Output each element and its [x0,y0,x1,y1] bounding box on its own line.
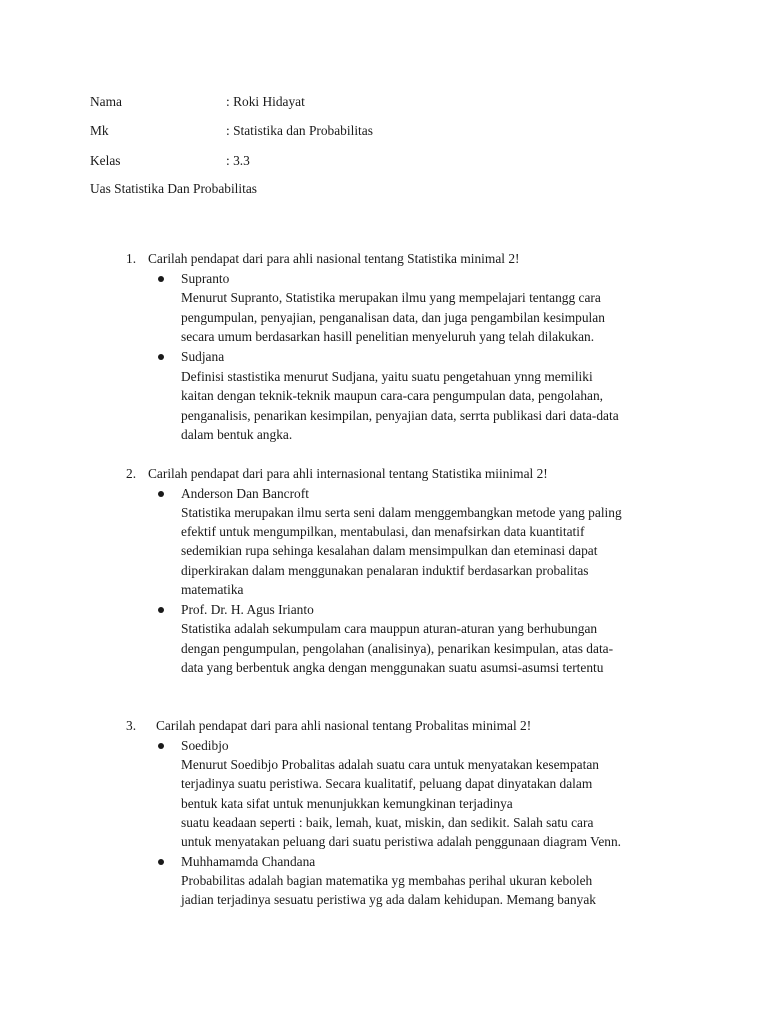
expert-text-line: secara umum berdasarkan hasill penelitian menyeluruh yang telah dilakukan. [181,329,595,344]
nama-value: : Roki Hidayat [226,94,305,109]
expert-text-line: terjadinya suatu peristiwa. Secara kualitatif, peluang dapat dinyatakan dalam [181,776,593,791]
question-text: Carilah pendapat dari para ahli nasional tentang Probalitas minimal 2! [156,718,532,733]
mk-label: Mk [90,123,109,138]
kelas-value: : 3.3 [226,153,250,168]
expert-name: Supranto [181,271,230,286]
expert-name: Muhhamamda Chandana [181,854,316,869]
question-number: 3. [126,718,137,733]
expert-text-line: untuk menyatakan peluang dari suatu peristiwa adalah penggunaan diagram Venn. [181,834,622,849]
bullet-icon [158,859,164,865]
bullet-icon [158,491,164,497]
expert-name: Anderson Dan Bancroft [181,486,309,501]
expert-name: Sudjana [181,349,225,364]
expert-text-line: dengan pengumpulan, pengolahan (analisinya), penarikan kesimpulan, atas data- [181,641,614,656]
bullet-icon [158,743,164,749]
expert-text-line: Statistika adalah sekumpulam cara mauppun aturan-aturan yang berhubungan [181,621,598,636]
question-text: Carilah pendapat dari para ahli nasional tentang Statistika minimal 2! [148,251,520,266]
expert-text-line: data yang berbentuk angka dengan menggunakan suatu asumsi-asumsi tertentu [181,660,604,675]
expert-text-line: kaitan dengan teknik-teknik maupun cara-cara pengumpulan data, pengolahan, [181,388,604,403]
expert-text-line: Menurut Supranto, Statistika merupakan ilmu yang mempelajari tentangg cara [181,290,601,305]
expert-text-line: sedemikian rupa sehinga kesalahan dalam mensimpulkan dan eteminasi dapat [181,543,598,558]
expert-text-line: jadian terjadinya sesuatu peristiwa yg ada dalam kehidupan. Memang banyak [181,892,596,907]
nama-label: Nama [90,94,122,109]
expert-text-line: matematika [181,582,244,597]
bullet-icon [158,276,164,282]
question-number: 1. [126,251,137,266]
expert-name: Prof. Dr. H. Agus Irianto [181,602,314,617]
expert-text-line: dalam bentuk angka. [181,427,293,442]
question-number: 2. [126,466,137,481]
expert-text-line: Menurut Soedibjo Probalitas adalah suatu cara untuk menyatakan kesempatan [181,757,599,772]
expert-text-line: bentuk kata sifat untuk menunjukkan kemungkinan terjadinya [181,796,513,811]
expert-text-line: diperkirakan dalam menggunakan penalaran induktif berdasarkan probalitas [181,563,589,578]
expert-text-line: suatu keadaan seperti : baik, lemah, kuat, miskin, dan sedikit. Salah satu cara [181,815,594,830]
mk-value: : Statistika dan Probabilitas [226,123,373,138]
expert-text-line: Probabilitas adalah bagian matematika yg membahas perihal ukuran keboleh [181,873,593,888]
kelas-label: Kelas [90,153,121,168]
question-text: Carilah pendapat dari para ahli internasional tentang Statistika miinimal 2! [148,466,548,481]
expert-name: Soedibjo [181,738,229,753]
expert-text-line: Definisi stastistika menurut Sudjana, yaitu suatu pengetahuan ynng memiliki [181,369,593,384]
expert-text-line: pengumpulan, penyajian, penganalisan data, dan juga pengambilan kesimpulan [181,310,605,325]
bullet-icon [158,607,164,613]
bullet-icon [158,354,164,360]
expert-text-line: Statistika merupakan ilmu serta seni dalam menggembangkan metode yang paling [181,505,622,520]
document-title: Uas Statistika Dan Probabilitas [90,181,257,196]
expert-text-line: efektif untuk mengumpilkan, mentabulasi, dan menafsirkan data kuantitatif [181,524,585,539]
expert-text-line: penganalisis, penarikan kesimpilan, penyajian data, serrta publikasi dari data-data [181,408,619,423]
